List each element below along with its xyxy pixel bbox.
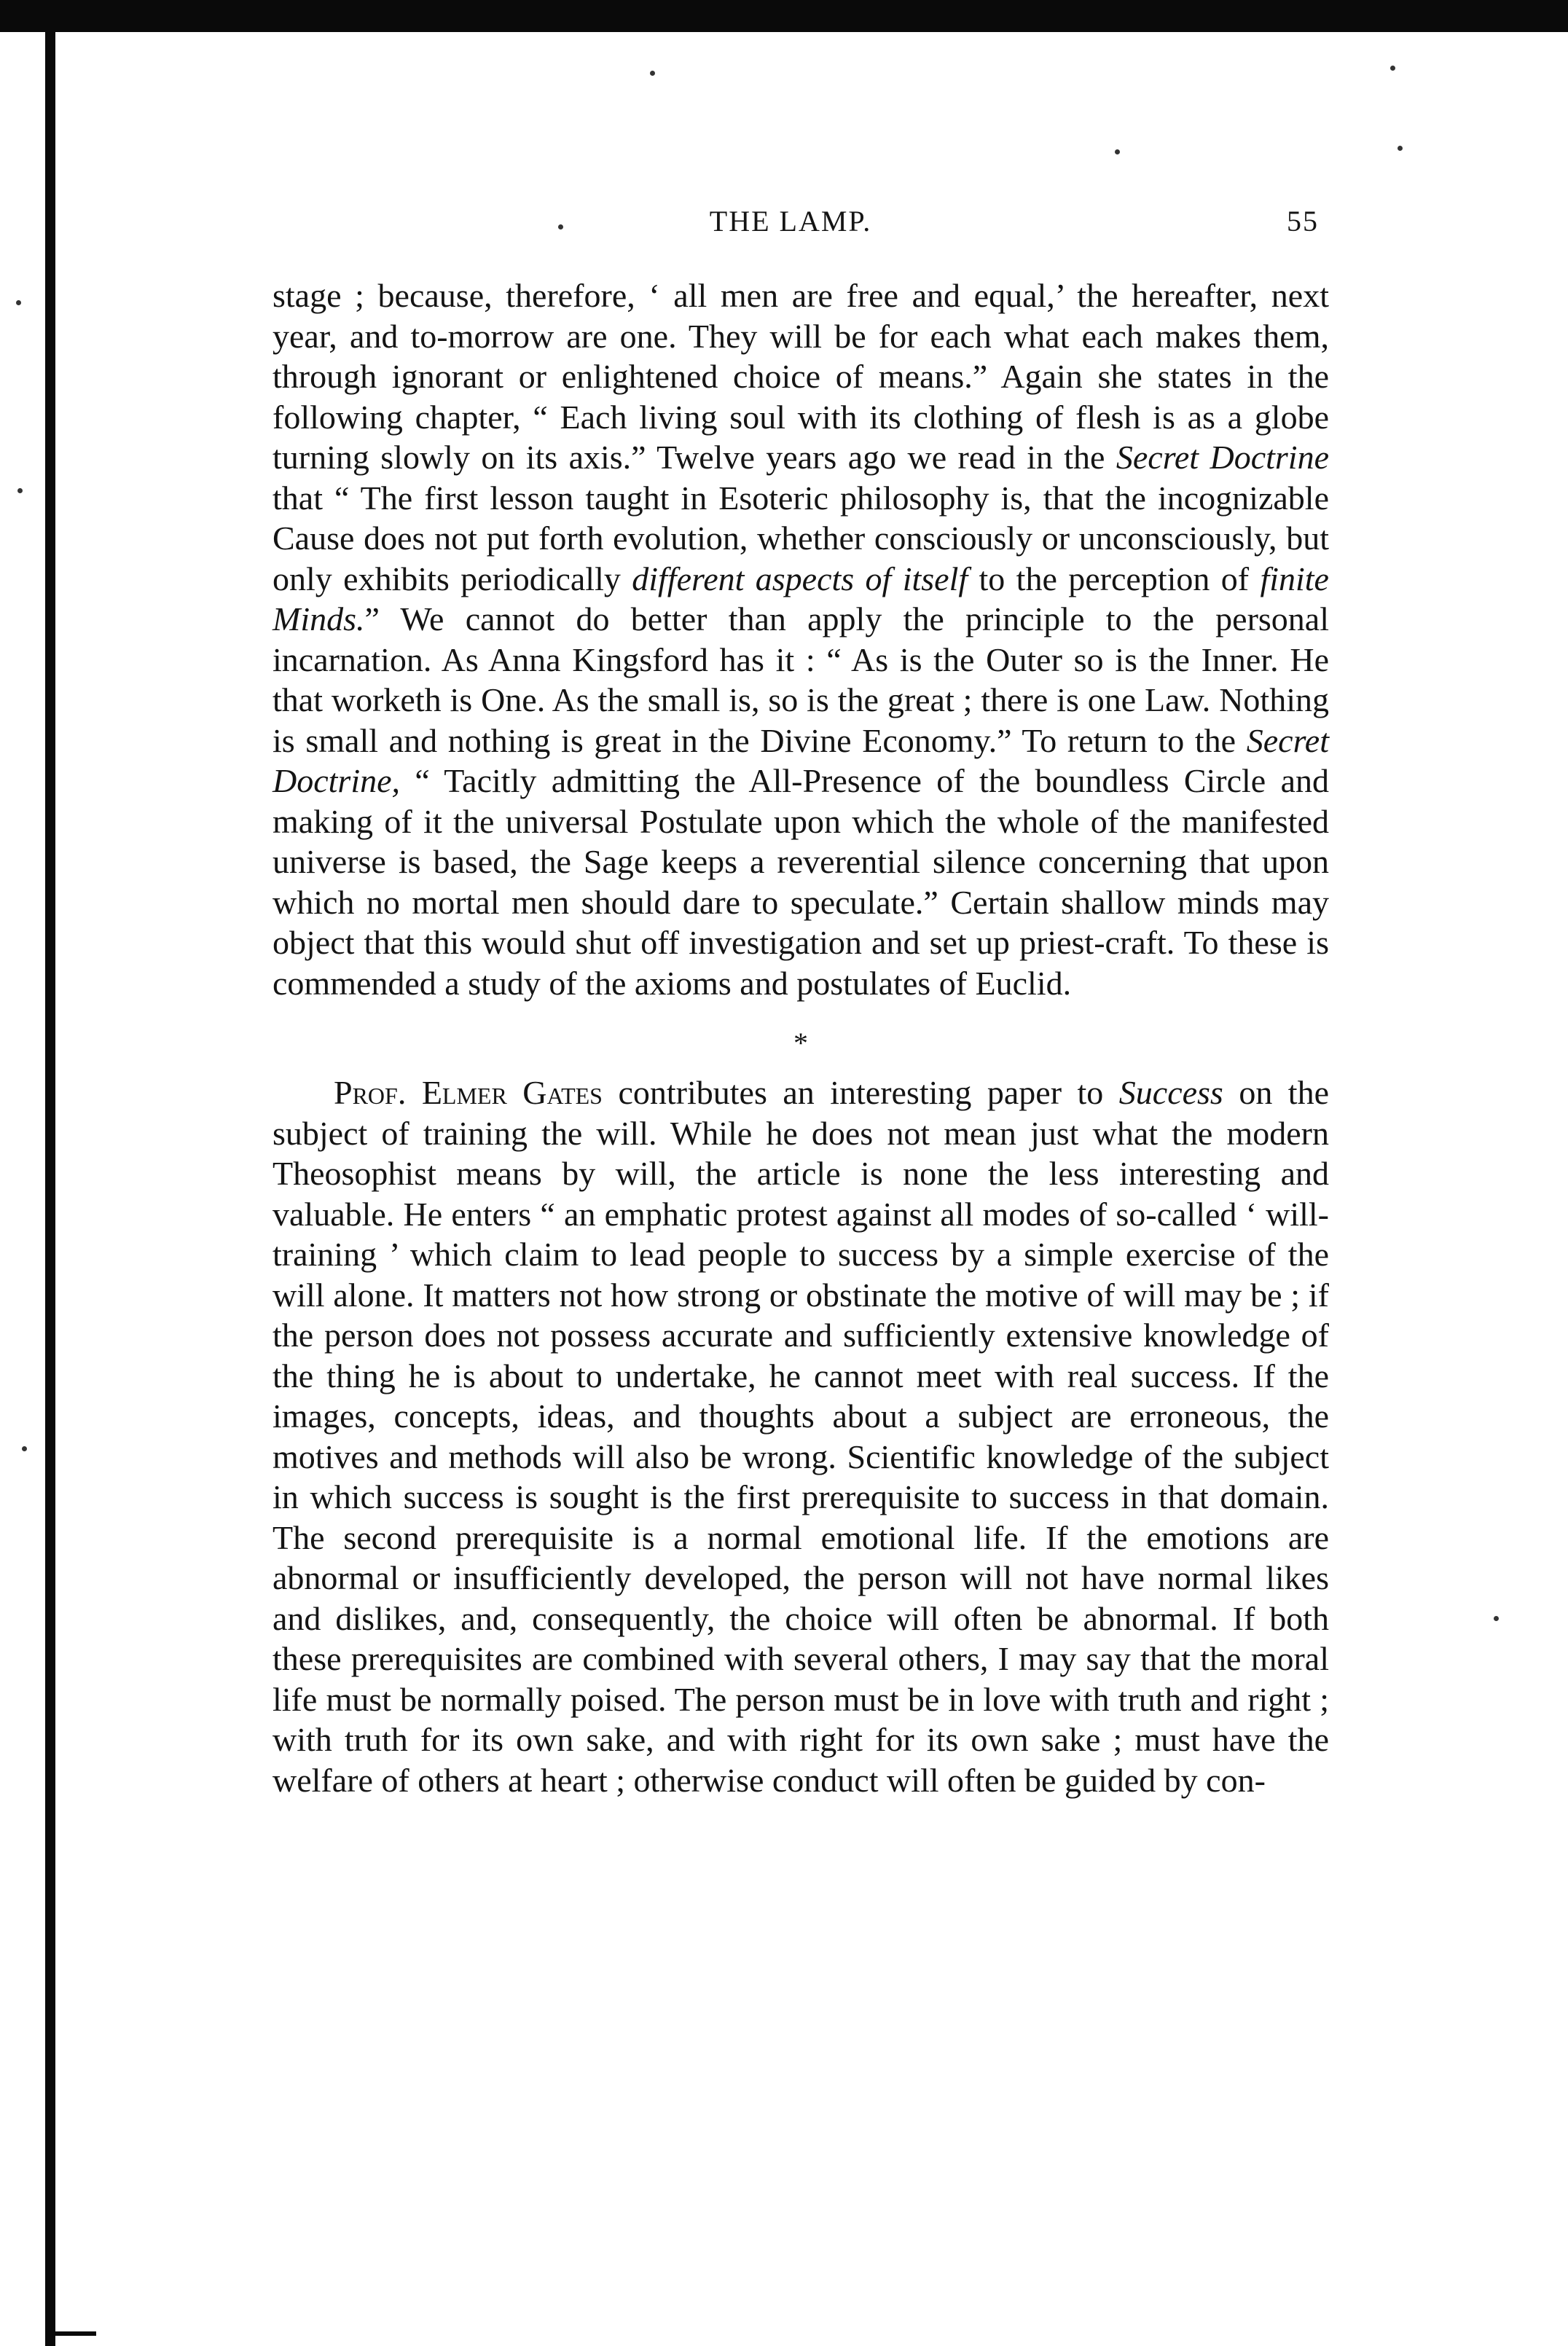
scan-speck	[22, 1446, 27, 1451]
title-reference: Secret Doctrine,	[273, 721, 1329, 799]
emphasis-phrase: different aspects of itself	[632, 560, 968, 597]
scan-speck	[1398, 146, 1403, 151]
paragraph-one-text: to the perception of	[968, 560, 1261, 597]
author-name: Prof. Elmer Gates	[334, 1074, 603, 1111]
scan-speck	[1115, 149, 1120, 154]
section-divider: *	[793, 1027, 808, 1059]
scan-frame-left	[45, 15, 55, 2346]
paragraph-one-text: that “ The first lesson taught in Esoteric philosophy is, that the incognizable Cause does not put forth evolution, whether consciously or unconsciously, but only exhibits periodically	[273, 479, 1329, 597]
page-number: 55	[1287, 205, 1319, 238]
title-reference: Secret Doctrine	[1116, 439, 1329, 476]
scan-speck	[16, 300, 21, 305]
paragraph-two-text: on the subject of training the will. While he does not mean just what the modern Theosophist means by will, the article is none the less interesting and valuable. He enters “ an emphatic protest against all modes of so-called ‘ will-training ’ which claim to lead people to success by a simple exercise of the will alone. It matters not how strong or obstinate the motive of will may be ; if the person does not possess accurate and sufficiently extensive knowledge of the thing he is about to undertake, he cannot meet with real success. If the images, concepts, ideas, and thoughts about a subject are erroneous, the motives and methods will also be wrong. Scientific knowledge of the subject in which success is sought is the first prerequisite to success in that domain. The second prerequisite is a normal emotional life. If the emotions are abnormal or insufficiently developed, the person will not have normal likes and dislikes, and, consequently, the choice will often be abnormal. If both these prerequisites are combined with several others, I may say that the moral life must be normally poised. The person must be in love with truth and right ; with truth for its own sake, and with right for its own sake ; must have the welfare of others at heart ; otherwise conduct will often be guided by con-	[273, 1074, 1330, 1799]
scan-speck	[17, 488, 23, 493]
paragraph-one-text: “ Tacitly admitting the All-Presence of the boundless Circle and making of it the universal Postulate upon which the whole of the manifested universe is based, the Sage keeps a reverential silence concerning that upon which no mortal men should dare to speculate.” Certain shallow minds may object that this would shut off investigation and set up priest-craft. To these is commended a study of the axioms and postulates of Euclid.	[273, 762, 1329, 1002]
running-title: THE LAMP.	[709, 205, 872, 238]
scan-speck	[1390, 66, 1395, 71]
scan-frame-top	[0, 0, 1568, 32]
paragraph-one-text: stage ; because, therefore, ‘ all men are free and equal,’ the hereafter, next year, and to-morrow are one. They will be for each what each makes them, through ignorant or enlightened choice of means.” Again she states in the following chapter, “ Each living soul with its clothing of flesh is as a globe turning slowly on its axis.” Twelve years ago we read in the	[273, 277, 1329, 476]
paragraph-two	[273, 1072, 1329, 1800]
emphasis-phrase: finite Minds.	[273, 560, 1329, 638]
scan-speck	[650, 71, 655, 76]
scan-speck	[1494, 1616, 1499, 1621]
running-head	[262, 195, 1319, 254]
title-reference: Success	[1118, 1074, 1223, 1111]
paragraph-one	[273, 275, 1329, 1003]
scan-frame-bottom	[45, 2331, 96, 2336]
paragraph-one-text: ” We cannot do better than apply the principle to the personal incarnation. As Anna Kingsford has it : “ As is the Outer so is the Inner. He that worketh is One. As the small is, so is the great ; there is one Law. Nothing is small and nothing is great in the Divine Economy.” To return to the	[273, 600, 1329, 759]
body-text	[273, 275, 1329, 1800]
paragraph-two-text: contributes an interesting paper to	[602, 1074, 1119, 1111]
